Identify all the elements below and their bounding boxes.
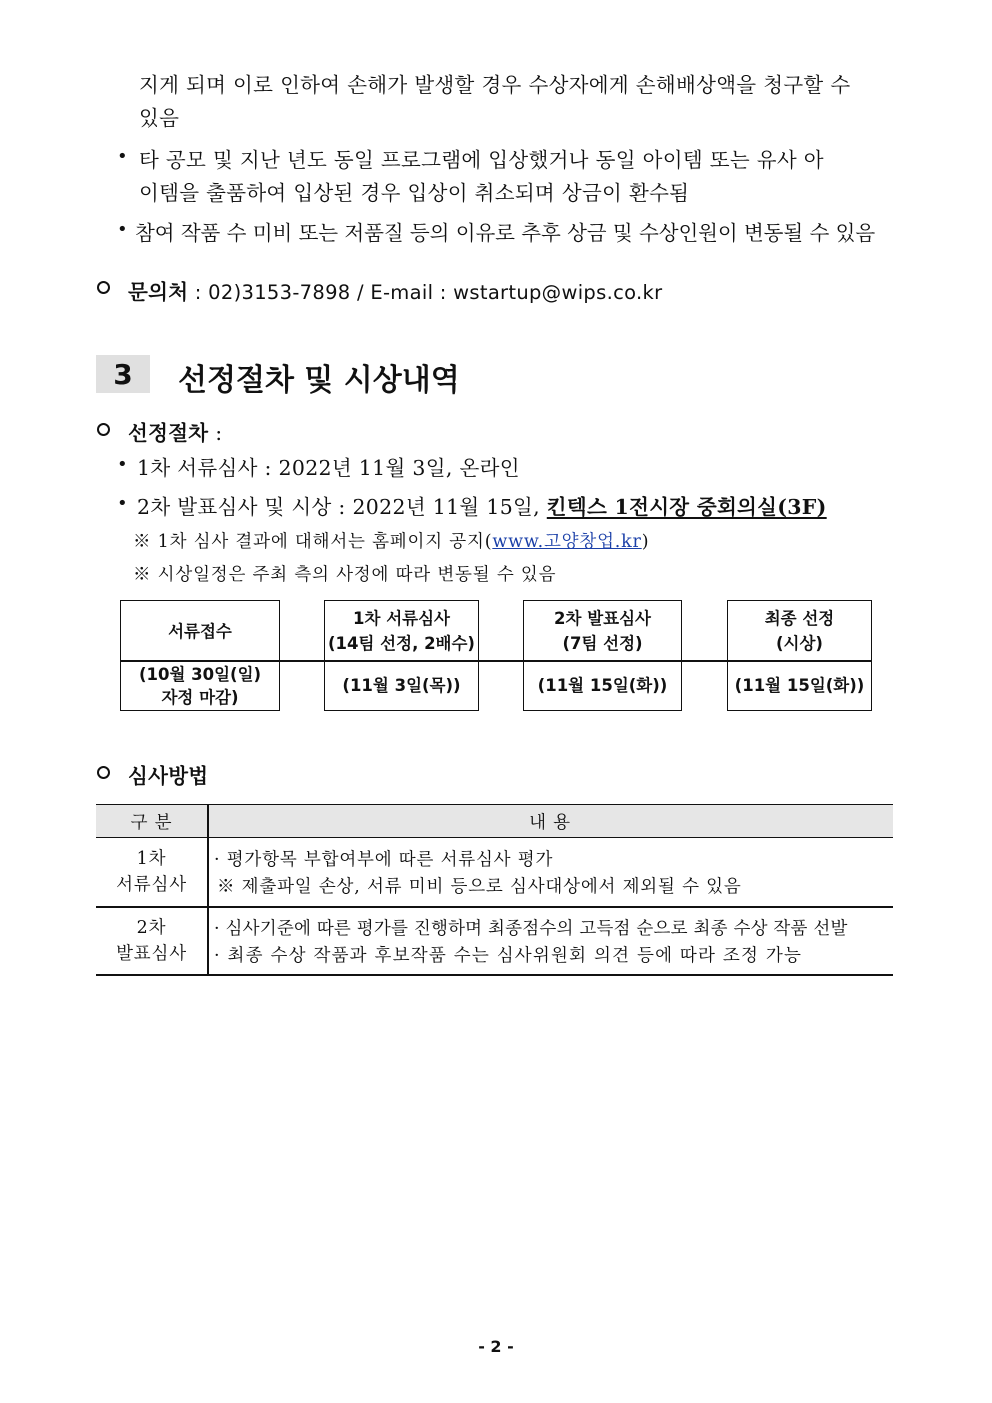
contact-label: 문의처 <box>128 280 189 304</box>
intro-continuation-line2: 있음 <box>139 106 180 130</box>
circle-bullet-icon <box>97 764 110 783</box>
row1-name-line2: 서류심사 <box>116 875 187 895</box>
flow-step1-top <box>120 600 280 662</box>
note1-suffix: ) <box>641 532 650 552</box>
table-header-col1: 구 분 <box>130 812 173 833</box>
flow-connector <box>479 660 523 662</box>
bullet-dot: • <box>117 219 128 240</box>
flow-step4-top <box>727 600 872 662</box>
table-row-1-name <box>96 838 207 906</box>
flow-step3-date: (11월 15일(화)) <box>537 676 668 695</box>
contact-line <box>128 275 662 305</box>
flow-step4-date: (11월 15일(화)) <box>734 676 865 695</box>
note1-prefix: ※ 1차 심사 결과에 대해서는 홈페이지 공지( <box>133 532 493 552</box>
row1-name-line1: 1차 <box>136 849 167 869</box>
table-col-divider <box>207 804 209 976</box>
circle-bullet-icon <box>97 421 110 440</box>
flow-connector <box>682 660 727 662</box>
flow-step3-top <box>523 600 682 662</box>
table-header-col2: 내 용 <box>529 812 571 833</box>
flow-step2-top <box>324 600 479 662</box>
homepage-link[interactable]: www.고양창업.kr <box>492 532 642 552</box>
flow-step2-sub: (14팀 선정, 2배수) <box>328 634 475 653</box>
method-table <box>96 804 893 976</box>
section-number: 3 <box>96 355 150 393</box>
bullet-dot: • <box>117 493 128 514</box>
procedure-step2-prefix: 2차 발표심사 및 시상 : 2022년 11월 15일, <box>137 495 547 519</box>
row1-content-line1: · 평가항목 부합여부에 따른 서류심사 평가 <box>214 850 554 870</box>
table-bottom-border <box>96 974 893 976</box>
procedure-step1: 1차 서류심사 : 2022년 11월 3일, 온라인 <box>137 456 520 480</box>
flow-step1-date-line1: (10월 30일(일) <box>138 664 262 684</box>
row2-name-line1: 2차 <box>136 918 167 938</box>
row1-content-line2: ※ 제출파일 손상, 서류 미비 등으로 심사대상에서 제외될 수 있음 <box>217 877 742 897</box>
flow-step1-bottom <box>120 660 280 711</box>
flow-step4-title: 최종 선정 <box>764 609 835 628</box>
procedure-note2: ※ 시상일정은 주최 측의 사정에 따라 변동될 수 있음 <box>133 565 557 585</box>
flow-step2-date: (11월 3일(목)) <box>342 676 461 695</box>
flow-step4-sub: (시상) <box>776 634 823 653</box>
procedure-label: 선정절차 <box>128 421 209 445</box>
flow-connector <box>280 660 324 662</box>
intro-continuation-line1: 지게 되며 이로 인하여 손해가 발생할 경우 수상자에게 손해배상액을 청구할 수 <box>139 73 851 97</box>
flow-step4-bottom <box>727 660 872 711</box>
table-row-2-name <box>96 907 207 975</box>
bullet-dot: • <box>117 146 128 167</box>
table-row-divider <box>96 906 893 908</box>
procedure-colon: : <box>208 421 223 445</box>
bullet2-text: 참여 작품 수 미비 또는 저품질 등의 이유로 추후 상금 및 수상인원이 변동될 수 있음 <box>135 221 876 245</box>
contact-text: : 02)3153-7898 / E-mail : wstartup@wips.co.kr <box>188 281 663 304</box>
flow-step3-sub: (7팀 선정) <box>562 634 643 653</box>
circle-bullet-icon <box>97 279 110 298</box>
procedure-step2 <box>137 490 827 520</box>
procedure-heading <box>128 416 222 446</box>
row2-content-line2: · 최종 수상 작품과 후보작품 수는 심사위원회 의견 등에 따라 조정 가능 <box>214 946 803 966</box>
bullet-dot: • <box>117 454 128 475</box>
bullet1-line1: 타 공모 및 지난 년도 동일 프로그램에 입상했거나 동일 아이템 또는 유사 아 <box>139 148 824 172</box>
flow-step2-bottom <box>324 660 479 711</box>
procedure-step2-place: 킨텍스 1전시장 중회의실(3F) <box>546 495 827 519</box>
flow-step1-title: 서류접수 <box>168 621 232 641</box>
row2-name-line2: 발표심사 <box>116 944 187 964</box>
flow-step3-bottom <box>523 660 682 711</box>
method-heading: 심사방법 <box>128 764 209 788</box>
row2-content-line1: · 심사기준에 따른 평가를 진행하며 최종점수의 고득점 순으로 최종 수상 작품 선발 <box>214 919 848 939</box>
procedure-note1 <box>133 528 649 553</box>
flow-step2-title: 1차 서류심사 <box>353 609 450 628</box>
page-number: - 2 - <box>478 1337 514 1356</box>
bullet1-line2: 이템을 출품하여 입상된 경우 입상이 취소되며 상금이 환수됨 <box>139 181 690 205</box>
flow-step3-title: 2차 발표심사 <box>554 609 651 628</box>
section-title: 선정절차 및 시상내역 <box>178 363 460 398</box>
flow-step1-date-line2: 자정 마감) <box>161 687 239 707</box>
